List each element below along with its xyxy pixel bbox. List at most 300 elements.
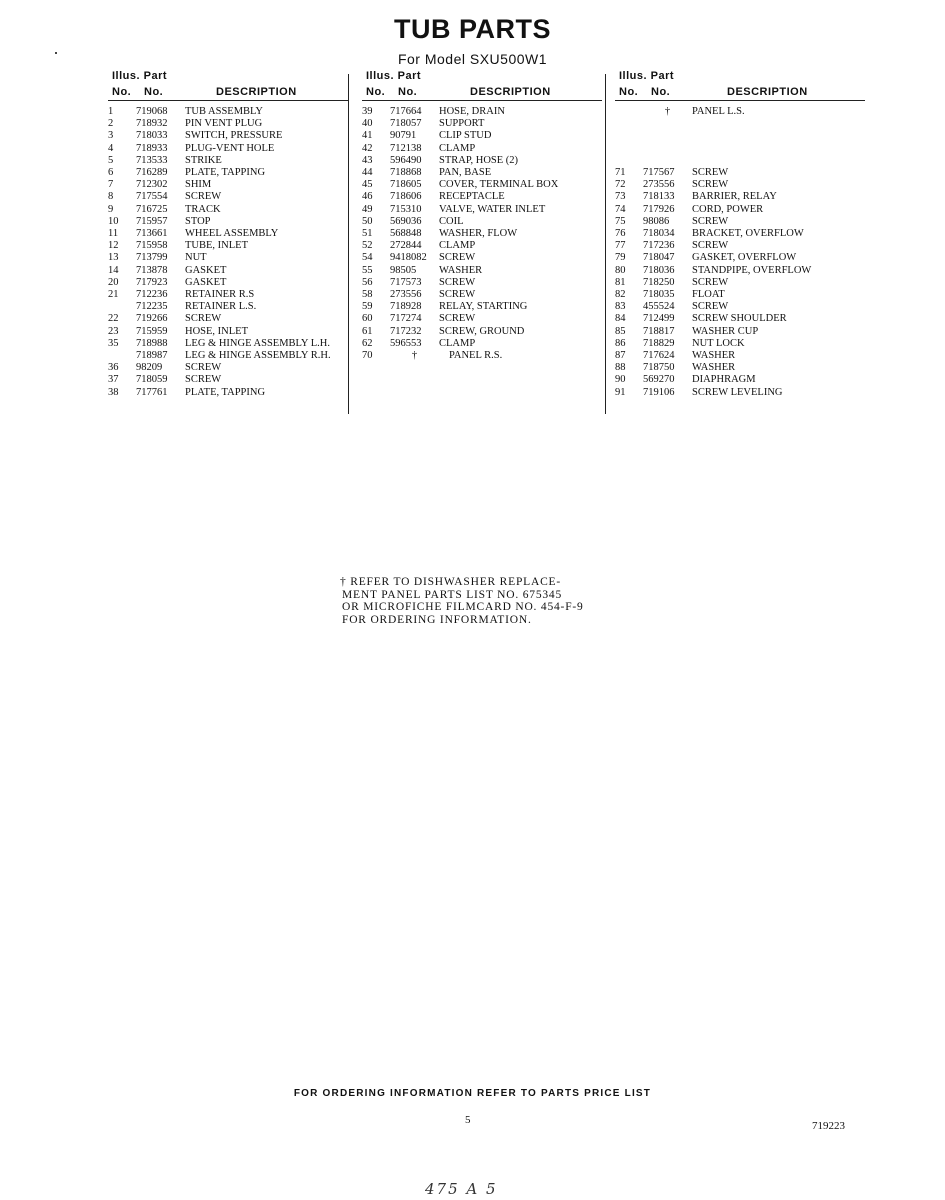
part-number: 596490	[390, 154, 422, 166]
part-number: 718057	[390, 118, 422, 130]
part-number: 715959	[136, 325, 168, 337]
part-number: 717554	[136, 191, 168, 203]
part-number: 713878	[136, 264, 168, 276]
part-description: SCREW	[692, 215, 729, 227]
part-number: 712499	[643, 313, 675, 325]
parts-row	[615, 216, 865, 228]
part-number: 712235	[136, 301, 168, 313]
part-number: 712236	[136, 289, 168, 301]
part-number: 719068	[136, 106, 168, 117]
illus-number: 88	[615, 362, 626, 374]
parts-row	[362, 191, 602, 203]
header-part-no: No.	[144, 86, 164, 98]
part-description: SCREW	[185, 313, 222, 325]
header-no: No.	[366, 86, 386, 98]
part-number: 713533	[136, 154, 168, 166]
part-description: RELAY, STARTING	[439, 301, 528, 313]
illus-number: 52	[362, 240, 373, 252]
part-number: 712138	[390, 142, 422, 154]
part-number: 718034	[643, 227, 675, 239]
part-number: 98086	[643, 215, 670, 227]
part-description: SCREW	[692, 276, 729, 288]
illus-number	[108, 350, 136, 362]
part-description: COVER, TERMINAL BOX	[439, 179, 559, 191]
part-description: STANDPIPE, OVERFLOW	[692, 264, 812, 276]
parts-row	[362, 130, 602, 142]
part-number: 719106	[643, 386, 675, 398]
part-number: 568848	[390, 228, 422, 240]
parts-row	[362, 179, 602, 191]
part-description: STRIKE	[185, 154, 222, 166]
part-description: SHIM	[185, 179, 212, 191]
part-description: NUT	[185, 252, 207, 264]
illus-number: 71	[615, 166, 626, 178]
illus-number: 21	[108, 289, 119, 301]
note-line: OR MICROFICHE FILMCARD NO. 454-F-9	[342, 601, 584, 613]
model-subtitle: For Model SXU500W1	[397, 51, 548, 67]
parts-list	[615, 106, 865, 399]
illus-number: 44	[362, 167, 373, 179]
illus-number: 3	[108, 130, 114, 142]
part-number: 715957	[136, 215, 168, 227]
part-description: PLUG-VENT HOLE	[185, 142, 275, 154]
parts-row	[615, 191, 865, 203]
part-description: NUT LOCK	[692, 337, 745, 349]
illus-number: 36	[108, 362, 119, 374]
illus-number	[615, 106, 643, 118]
parts-row	[108, 265, 348, 277]
parts-row	[615, 143, 865, 155]
header-no: No.	[112, 86, 132, 98]
note-line: † REFER TO DISHWASHER REPLACE-	[340, 576, 562, 588]
part-number: 718133	[643, 191, 675, 203]
part-number	[643, 118, 692, 130]
parts-row	[108, 179, 348, 191]
illus-number	[615, 118, 643, 130]
part-description: HOSE, INLET	[185, 325, 248, 337]
part-number: 712302	[136, 179, 168, 191]
part-description: TUB ASSEMBLY	[185, 106, 264, 117]
illus-number: 60	[362, 313, 373, 325]
column-divider-2	[605, 74, 606, 414]
part-description: WASHER, FLOW	[439, 228, 518, 240]
illus-number: 74	[615, 203, 626, 215]
part-description: CLAMP	[439, 337, 476, 349]
illus-number: 91	[615, 386, 626, 398]
parts-row	[615, 204, 865, 216]
column-header	[362, 70, 602, 102]
parts-row	[362, 106, 602, 118]
illus-number: 23	[108, 325, 119, 337]
part-description: PANEL L.S.	[692, 106, 745, 117]
illus-number: 82	[615, 288, 626, 300]
part-number: 717573	[390, 276, 422, 288]
header-illus-part: Illus. Part	[366, 70, 422, 82]
part-number: 718036	[643, 264, 675, 276]
part-description: BRACKET, OVERFLOW	[692, 227, 804, 239]
part-number: 718035	[643, 288, 675, 300]
part-description: RETAINER L.S.	[185, 301, 257, 313]
part-number	[643, 130, 692, 142]
part-number: 718988	[136, 337, 168, 349]
parts-row	[615, 155, 865, 167]
part-description	[692, 143, 865, 155]
illus-number: 76	[615, 227, 626, 239]
parts-row	[108, 143, 348, 155]
illus-number: 50	[362, 215, 373, 227]
illus-number: 59	[362, 301, 373, 313]
part-description: SUPPORT	[439, 118, 485, 130]
part-number: 98505	[390, 264, 417, 276]
header-illus-part: Illus. Part	[112, 70, 168, 82]
illus-number: 84	[615, 313, 626, 325]
part-description: SWITCH, PRESSURE	[185, 130, 283, 142]
part-number: 717567	[643, 166, 675, 178]
replacement-panel-note	[340, 576, 670, 626]
part-description	[692, 118, 865, 130]
part-description: SCREW, GROUND	[439, 325, 525, 337]
parts-row	[615, 326, 865, 338]
illus-number: 87	[615, 350, 626, 361]
parts-row	[615, 338, 865, 350]
part-description: SCREW	[439, 313, 476, 325]
parts-row	[108, 374, 348, 386]
part-number: 596553	[390, 337, 422, 349]
illus-number: 49	[362, 203, 373, 215]
part-number: 718868	[390, 167, 422, 179]
parts-row	[615, 167, 865, 179]
illus-number: 12	[108, 240, 119, 252]
parts-row	[615, 362, 865, 374]
page-title: TUB PARTS	[394, 14, 551, 44]
handwritten-note: 475 A 5	[425, 1180, 498, 1198]
illus-number: 86	[615, 337, 626, 349]
illus-number: 40	[362, 118, 373, 130]
part-number: 98209	[136, 362, 163, 374]
illus-number: 73	[615, 191, 626, 203]
part-description: WASHER	[692, 362, 736, 374]
illus-number: 90	[615, 374, 626, 386]
parts-column-1	[108, 70, 348, 399]
part-number: 272844	[390, 240, 422, 252]
part-description: STRAP, HOSE (2)	[439, 154, 519, 166]
illus-number: 43	[362, 154, 373, 166]
illus-number: 4	[108, 142, 114, 154]
part-description: DIAPHRAGM	[692, 374, 756, 386]
part-number	[643, 155, 692, 167]
part-description: PLATE, TAPPING	[185, 167, 266, 179]
part-number: 718829	[643, 337, 675, 349]
parts-row	[362, 155, 602, 167]
part-description: WASHER CUP	[692, 325, 759, 337]
header-illus-part: Illus. Part	[619, 70, 675, 82]
parts-row	[362, 313, 602, 325]
part-description: GASKET	[185, 264, 227, 276]
parts-row	[615, 179, 865, 191]
part-description: SCREW	[439, 289, 476, 301]
illus-number: 11	[108, 228, 119, 240]
part-description: HOSE, DRAIN	[439, 106, 505, 117]
parts-row	[615, 350, 865, 362]
header-no: No.	[619, 86, 639, 98]
illus-number: 42	[362, 142, 373, 154]
part-number: 718933	[136, 142, 168, 154]
part-number: 9418082	[390, 252, 427, 264]
part-description: RETAINER R.S	[185, 289, 255, 301]
illus-number: 79	[615, 252, 626, 264]
parts-row	[362, 338, 602, 350]
illus-number	[615, 143, 643, 155]
illus-number	[615, 155, 643, 167]
parts-row	[108, 204, 348, 216]
parts-row	[108, 313, 348, 325]
part-description: PIN VENT PLUG	[185, 118, 263, 130]
illus-number: 58	[362, 289, 373, 301]
part-description: PAN, BASE	[439, 167, 492, 179]
parts-row	[615, 265, 865, 277]
illus-number: 72	[615, 179, 626, 191]
part-description: SCREW	[185, 362, 222, 374]
parts-row	[108, 350, 348, 362]
part-description: SCREW	[185, 191, 222, 203]
parts-row	[615, 240, 865, 252]
part-number: 718817	[643, 325, 675, 337]
parts-row	[615, 252, 865, 264]
illus-number: 22	[108, 313, 119, 325]
parts-row	[362, 265, 602, 277]
note-line: FOR ORDERING INFORMATION.	[342, 613, 532, 626]
illus-number: 81	[615, 276, 626, 288]
illus-number: 2	[108, 118, 114, 130]
parts-row	[615, 374, 865, 386]
parts-row	[362, 301, 602, 313]
part-number: 718250	[643, 276, 675, 288]
part-description: SCREW	[692, 301, 729, 313]
part-number: 718750	[643, 362, 675, 374]
parts-row	[108, 240, 348, 252]
illus-number: 61	[362, 325, 373, 337]
parts-row	[108, 289, 348, 301]
part-number: 569270	[643, 374, 675, 386]
part-description: PLATE, TAPPING	[185, 386, 266, 398]
part-description: LEG & HINGE ASSEMBLY R.H.	[185, 350, 331, 362]
parts-row	[615, 118, 865, 130]
parts-row	[362, 350, 602, 362]
part-description: SCREW	[185, 374, 222, 386]
part-number: 90791	[390, 130, 417, 142]
part-number: 718033	[136, 130, 168, 142]
parts-row	[615, 387, 865, 399]
parts-row	[362, 204, 602, 216]
parts-row	[362, 143, 602, 155]
parts-row	[108, 338, 348, 350]
illus-number: 55	[362, 264, 373, 276]
part-number: 718605	[390, 179, 422, 191]
part-number: 569036	[390, 215, 422, 227]
illus-number: 20	[108, 276, 119, 288]
part-description: VALVE, WATER INLET	[439, 203, 546, 215]
part-number: 718928	[390, 301, 422, 313]
part-number	[643, 143, 692, 155]
part-description: CLAMP	[439, 142, 476, 154]
part-description: STOP	[185, 215, 211, 227]
parts-row	[615, 130, 865, 142]
parts-row	[615, 277, 865, 289]
parts-row	[362, 216, 602, 228]
parts-row	[108, 252, 348, 264]
part-description: BARRIER, RELAY	[692, 191, 777, 203]
parts-row	[615, 106, 865, 118]
parts-row	[108, 362, 348, 374]
part-description: SCREW	[439, 276, 476, 288]
illus-number	[108, 301, 136, 313]
part-description: SCREW	[692, 179, 729, 191]
part-number: 718047	[643, 252, 675, 264]
parts-column-3	[615, 70, 865, 399]
part-number: 273556	[643, 179, 675, 191]
illus-number: 8	[108, 191, 114, 203]
part-description: TRACK	[185, 203, 221, 215]
parts-list	[108, 106, 348, 399]
part-number: 716289	[136, 167, 168, 179]
part-number: 718987	[136, 350, 168, 362]
part-number: 715310	[390, 203, 422, 215]
parts-row	[108, 155, 348, 167]
parts-row	[108, 191, 348, 203]
header-rule	[362, 100, 602, 101]
illus-number: 39	[362, 106, 373, 117]
part-number: 273556	[390, 289, 422, 301]
note-line: MENT PANEL PARTS LIST NO. 675345	[342, 588, 563, 601]
header-description: DESCRIPTION	[470, 86, 551, 98]
part-description: TUBE, INLET	[185, 240, 248, 252]
header-description: DESCRIPTION	[216, 86, 297, 98]
part-description: LEG & HINGE ASSEMBLY L.H.	[185, 337, 330, 349]
parts-row	[362, 326, 602, 338]
parts-row	[362, 228, 602, 240]
part-number: 718606	[390, 191, 422, 203]
parts-row	[108, 216, 348, 228]
part-number: 717923	[136, 276, 168, 288]
illus-number: 85	[615, 325, 626, 337]
illus-number: 37	[108, 374, 119, 386]
part-description: WASHER	[692, 350, 736, 361]
parts-row	[108, 387, 348, 399]
parts-row	[615, 313, 865, 325]
illus-number: 75	[615, 215, 626, 227]
illus-number: 62	[362, 337, 373, 349]
part-number: 717624	[643, 350, 675, 361]
parts-row	[362, 118, 602, 130]
illus-number: 35	[108, 337, 119, 349]
parts-row	[108, 228, 348, 240]
parts-row	[108, 326, 348, 338]
column-header	[108, 70, 348, 102]
part-description: GASKET, OVERFLOW	[692, 252, 797, 264]
illus-number: 13	[108, 252, 119, 264]
illus-number: 77	[615, 240, 626, 252]
part-description: PANEL R.S.	[449, 350, 503, 362]
part-number: †	[411, 350, 418, 362]
part-number: 718932	[136, 118, 168, 130]
illus-number: 38	[108, 386, 119, 398]
header-part-no: No.	[651, 86, 671, 98]
header-description: DESCRIPTION	[727, 86, 808, 98]
part-description: CLIP STUD	[439, 130, 492, 142]
part-description	[692, 155, 865, 167]
column-divider-1	[348, 74, 349, 414]
illus-number	[615, 130, 643, 142]
parts-row	[362, 252, 602, 264]
parts-list	[362, 106, 602, 362]
illus-number: 9	[108, 203, 114, 215]
illus-number: 14	[108, 264, 119, 276]
parts-row	[108, 118, 348, 130]
parts-row	[615, 289, 865, 301]
part-description: CORD, POWER	[692, 203, 764, 215]
header-rule	[615, 100, 865, 101]
part-number: 717236	[643, 240, 675, 252]
parts-row	[108, 277, 348, 289]
illus-number: 6	[108, 167, 114, 179]
header-part-no: No.	[398, 86, 418, 98]
part-number: 717274	[390, 313, 422, 325]
part-description: WASHER	[439, 264, 483, 276]
illus-number: 51	[362, 228, 373, 240]
part-description: FLOAT	[692, 288, 725, 300]
part-number: 713661	[136, 228, 168, 240]
parts-row	[362, 289, 602, 301]
parts-row	[362, 240, 602, 252]
illus-number: 56	[362, 276, 373, 288]
part-number: 718059	[136, 374, 168, 386]
part-description: WHEEL ASSEMBLY	[185, 228, 279, 240]
illus-number: 83	[615, 301, 626, 313]
parts-row	[362, 277, 602, 289]
parts-row	[108, 301, 348, 313]
parts-column-2	[362, 70, 602, 362]
part-description	[692, 130, 865, 142]
illus-number: 70	[362, 350, 373, 362]
part-description: SCREW LEVELING	[692, 386, 783, 398]
column-header	[615, 70, 865, 102]
part-description: SCREW	[439, 252, 476, 264]
part-description: COIL	[439, 215, 464, 227]
part-number: 716725	[136, 203, 168, 215]
parts-row	[108, 106, 348, 118]
parts-row	[108, 167, 348, 179]
illus-number: 54	[362, 252, 373, 264]
part-description: RECEPTACLE	[439, 191, 505, 203]
part-description: GASKET	[185, 276, 227, 288]
part-number: 455524	[643, 301, 675, 313]
illus-number: 1	[108, 106, 114, 117]
illus-number: 10	[108, 215, 119, 227]
part-number: 713799	[136, 252, 168, 264]
parts-row	[108, 130, 348, 142]
part-number: 719266	[136, 313, 168, 325]
illus-number: 41	[362, 130, 373, 142]
header-rule	[108, 100, 348, 101]
part-number: 717761	[136, 386, 168, 398]
part-number: 717926	[643, 203, 675, 215]
parts-row	[615, 301, 865, 313]
part-number: 717664	[390, 106, 422, 117]
illus-number: 80	[615, 264, 626, 276]
illus-number: 46	[362, 191, 373, 203]
part-number: †	[664, 106, 671, 117]
ordering-footer: FOR ORDERING INFORMATION REFER TO PARTS PRICE LIST	[293, 1088, 652, 1099]
